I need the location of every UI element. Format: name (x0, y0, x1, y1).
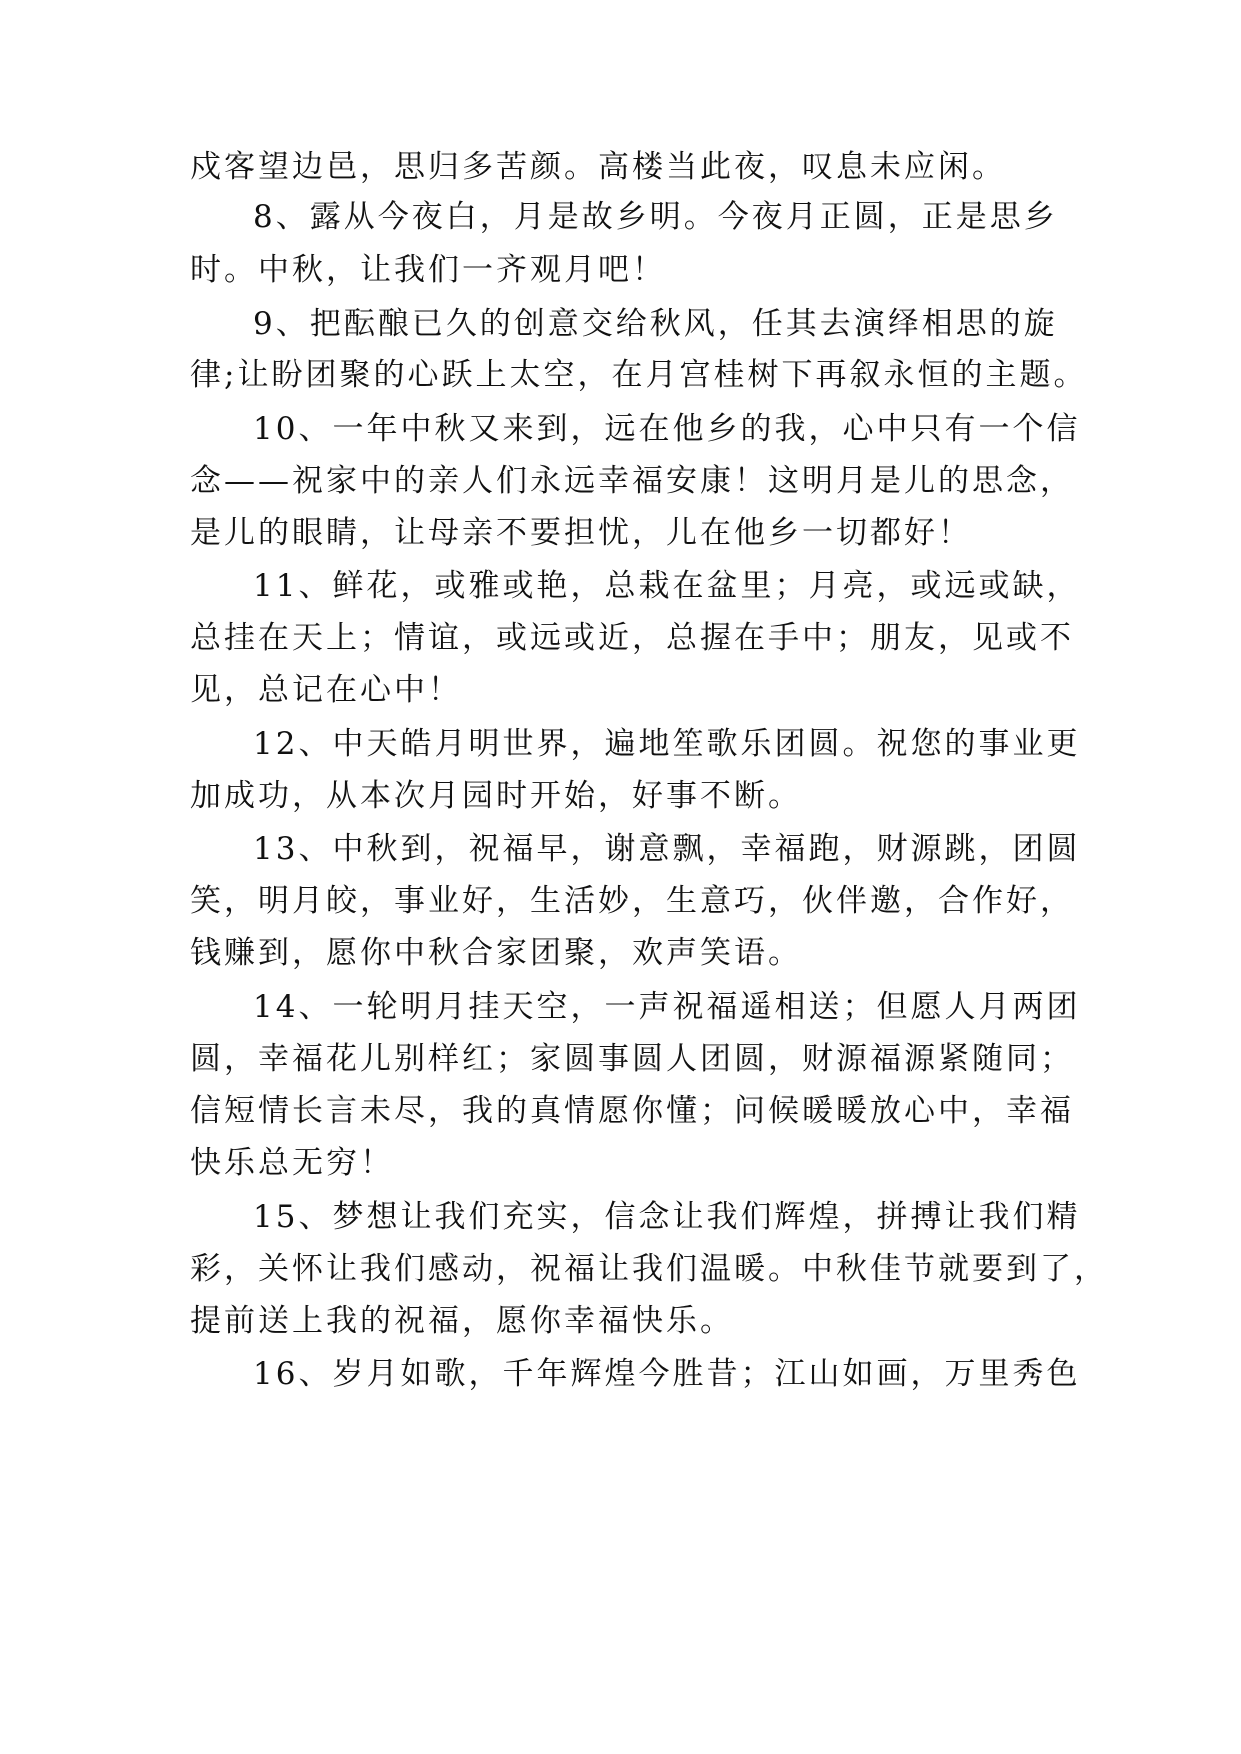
text-line: 8、露从今夜白，月是故乡明。今夜月正圆，正是思乡 (253, 199, 1058, 235)
text-line: 16、岁月如歌，千年辉煌今胜昔；江山如画，万里秀色 (253, 1356, 1081, 1392)
text-line: 彩，关怀让我们感动，祝福让我们温暖。中秋佳节就要到了， (190, 1251, 1108, 1287)
text-line: 笑，明月皎，事业好，生活妙，生意巧，伙伴邀，合作好， (190, 883, 1074, 919)
text-line: 圆，幸福花儿别样红；家圆事圆人团圆，财源福源紧随同； (190, 1041, 1074, 1077)
text-line: 11、鲜花，或雅或艳，总栽在盆里；月亮，或远或缺， (253, 568, 1081, 604)
text-line: 律;让盼团聚的心跃上太空，在月宫桂树下再叙永恒的主题。 (190, 357, 1088, 393)
text-line: 戍客望边邑，思归多苦颜。高楼当此夜，叹息未应闲。 (190, 149, 1006, 185)
text-line: 念——祝家中的亲人们永远幸福安康！这明月是儿的思念， (190, 463, 1074, 499)
text-line: 提前送上我的祝福，愿你幸福快乐。 (190, 1303, 734, 1339)
text-line: 见，总记在心中！ (190, 672, 462, 708)
text-line: 加成功，从本次月园时开始，好事不断。 (190, 778, 802, 814)
text-line: 快乐总无穷！ (190, 1145, 394, 1181)
text-line: 12、中天皓月明世界，遍地笙歌乐团圆。祝您的事业更 (253, 726, 1081, 762)
text-line: 是儿的眼睛，让母亲不要担忧，儿在他乡一切都好！ (190, 515, 972, 551)
text-line: 14、一轮明月挂天空，一声祝福遥相送；但愿人月两团 (253, 989, 1081, 1025)
text-line: 9、把酝酿已久的创意交给秋风，任其去演绎相思的旋 (253, 306, 1058, 342)
text-line: 钱赚到，愿你中秋合家团聚，欢声笑语。 (190, 935, 802, 971)
text-line: 总挂在天上；情谊，或远或近，总握在手中；朋友，见或不 (190, 620, 1074, 656)
text-line: 10、一年中秋又来到，远在他乡的我，心中只有一个信 (253, 411, 1081, 447)
text-line: 13、中秋到，祝福早，谢意飘，幸福跑，财源跳，团圆 (253, 831, 1081, 867)
text-line: 信短情长言未尽，我的真情愿你懂；问候暖暖放心中，幸福 (190, 1093, 1074, 1129)
text-line: 15、梦想让我们充实，信念让我们辉煌，拼搏让我们精 (253, 1199, 1081, 1235)
text-line: 时。中秋，让我们一齐观月吧！ (190, 252, 666, 288)
